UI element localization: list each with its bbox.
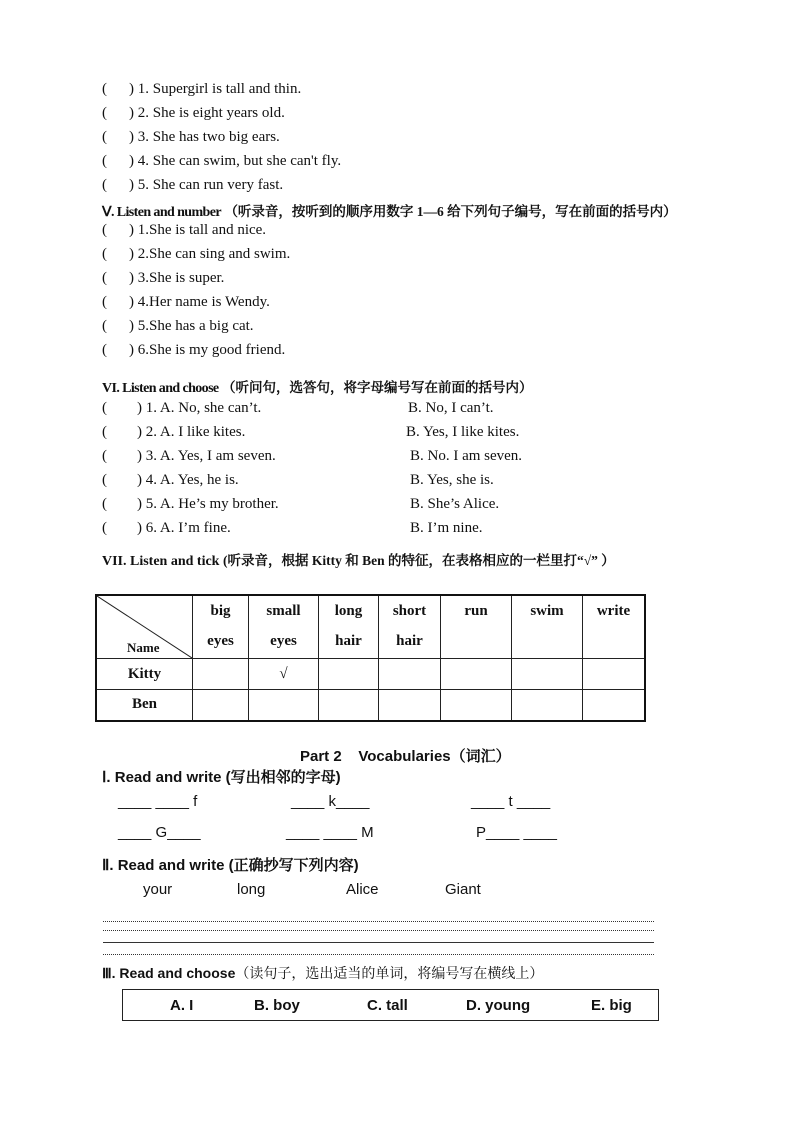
table-header-cell: small eyes <box>249 595 319 659</box>
table-cell-name: Kitty <box>96 659 193 690</box>
table-corner-cell <box>96 595 193 659</box>
list-item: ( ) 5.She has a big cat. <box>102 318 254 334</box>
list-item: ( ) 2. She is eight years old. <box>102 105 285 121</box>
table-header-cell: big eyes <box>193 595 249 659</box>
part-title: Part 2 Vocabularies（词汇） <box>300 748 511 765</box>
section-heading: Ⅲ. Read and choose（读句子，选出适当的单词，将编号写在横线上） <box>102 965 544 981</box>
table-cell[interactable] <box>249 690 319 721</box>
table-header-cell: short hair <box>379 595 441 659</box>
copy-word: long <box>237 881 266 898</box>
letter-blank: ____ ____ f <box>118 793 198 810</box>
letter-blank: ____ ____ M <box>286 824 374 841</box>
table-cell[interactable] <box>319 659 379 690</box>
letter-blank: ____ t ____ <box>471 793 551 810</box>
table-cell[interactable] <box>379 659 441 690</box>
table-cell[interactable]: √ <box>249 659 319 690</box>
list-item: ( ) 4. She can swim, but she can't fly. <box>102 153 342 169</box>
section-heading: Ⅴ. Listen and number （听录音，按听到的顺序用数字 1—6 给下列句子编号，写在前面的括号内） <box>102 204 677 220</box>
letter-blank: ____ k____ <box>291 793 370 810</box>
list-item: ( ) 1. Supergirl is tall and thin. <box>102 81 302 97</box>
list-item: ( ) 5. A. He’s my brother. <box>102 496 279 512</box>
list-item: B. I’m nine. <box>410 520 483 536</box>
list-item: B. No, I can’t. <box>408 400 494 416</box>
list-item: B. No. I am seven. <box>410 448 523 464</box>
table-cell[interactable] <box>583 690 646 721</box>
writing-line[interactable] <box>103 921 654 922</box>
table-cell[interactable] <box>193 690 249 721</box>
section-heading: Ⅰ. Read and write (写出相邻的字母) <box>102 769 341 786</box>
table-header-cell: run <box>441 595 512 659</box>
word-option: A. I <box>170 997 194 1014</box>
list-item: ( ) 1. A. No, she can’t. <box>102 400 262 416</box>
table-header-cell: swim <box>512 595 583 659</box>
section-heading: VI. Listen and choose （听问句，选答句，将字母编号写在前面的括号内） <box>102 380 533 396</box>
writing-line[interactable] <box>103 954 654 955</box>
list-item: ( ) 2. A. I like kites. <box>102 424 246 440</box>
word-bank <box>122 989 659 1021</box>
table-header-cell: write <box>583 595 646 659</box>
list-item: B. Yes, she is. <box>410 472 494 488</box>
letter-blank: ____ G____ <box>118 824 201 841</box>
list-item: ( ) 3. She has two big ears. <box>102 129 280 145</box>
list-item: ( ) 6.She is my good friend. <box>102 342 286 358</box>
table-cell-name: Ben <box>96 690 193 721</box>
table-row <box>96 690 645 721</box>
table-cell[interactable] <box>379 690 441 721</box>
copy-word: Alice <box>346 881 379 898</box>
word-option: E. big <box>591 997 632 1014</box>
table-cell[interactable] <box>583 659 646 690</box>
table-cell[interactable] <box>512 659 583 690</box>
copy-word: your <box>143 881 173 898</box>
list-item: ( ) 6. A. I’m fine. <box>102 520 231 536</box>
table-row <box>96 659 645 690</box>
tick-table <box>95 594 646 722</box>
corner-label: Name <box>127 640 160 655</box>
table-cell[interactable] <box>319 690 379 721</box>
writing-line[interactable] <box>103 930 654 931</box>
list-item: ( ) 3. A. Yes, I am seven. <box>102 448 276 464</box>
list-item: ( ) 1.She is tall and nice. <box>102 222 267 238</box>
section-heading: Ⅱ. Read and write (正确抄写下列内容) <box>102 857 359 874</box>
list-item: ( ) 3.She is super. <box>102 270 225 286</box>
list-item: ( ) 4. A. Yes, he is. <box>102 472 239 488</box>
table-cell[interactable] <box>193 659 249 690</box>
table-header-cell: long hair <box>319 595 379 659</box>
section-heading: VII. Listen and tick (听录音，根据 Kitty 和 Ben 的特征，在表格相应的一栏里打“√” ） <box>102 553 615 569</box>
table-cell[interactable] <box>441 690 512 721</box>
word-option: B. boy <box>254 997 300 1014</box>
letter-blank: P____ ____ <box>476 824 557 841</box>
list-item: ( ) 4.Her name is Wendy. <box>102 294 270 310</box>
list-item: ( ) 5. She can run very fast. <box>102 177 284 193</box>
table-cell[interactable] <box>512 690 583 721</box>
table-cell[interactable] <box>441 659 512 690</box>
list-item: B. Yes, I like kites. <box>406 424 520 440</box>
word-option: D. young <box>466 997 531 1014</box>
copy-word: Giant <box>445 881 481 898</box>
list-item: ( ) 2.She can sing and swim. <box>102 246 291 262</box>
list-item: B. She’s Alice. <box>410 496 500 512</box>
word-option: C. tall <box>367 997 408 1014</box>
writing-line[interactable] <box>103 942 654 943</box>
